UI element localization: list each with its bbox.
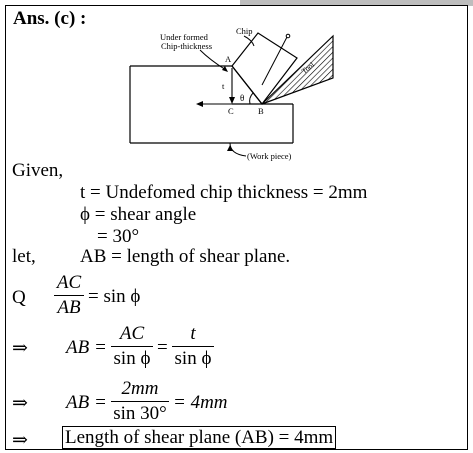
let-definition: AB = length of shear plane.	[80, 246, 291, 267]
step3-denominator: sin 30°	[113, 403, 167, 424]
implies-arrow-3: ⇒	[12, 430, 28, 451]
workpiece-leader	[230, 143, 246, 156]
label-chip-thickness: Chip-thickness	[161, 41, 212, 51]
step2-fraction-2	[172, 323, 214, 370]
label-point-c: C	[228, 106, 234, 116]
step2-denominator-2: sin ϕ	[174, 348, 212, 369]
step3-lhs: AB =	[66, 392, 107, 413]
theta-arc	[250, 93, 253, 104]
step2-denominator-1: sin ϕ	[113, 348, 151, 369]
answer-heading: Ans. (c) :	[13, 8, 87, 29]
step3-fraction	[111, 378, 169, 425]
let-keyword: let,	[12, 246, 36, 267]
step1-rhs: = sin ϕ	[88, 286, 141, 307]
given-line-1: t = Undefomed chip thickness = 2mm	[80, 182, 368, 203]
implies-arrow-2: ⇒	[12, 393, 28, 414]
step3-numerator: 2mm	[121, 378, 159, 399]
chip-direction-dot	[286, 34, 290, 38]
step2-numerator-1: AC	[119, 323, 145, 344]
label-tool: Tool	[299, 60, 316, 76]
label-chip: Chip	[236, 26, 253, 36]
step1-fraction	[54, 272, 84, 319]
label-symbol-t: t	[222, 81, 225, 91]
given-title: Given,	[12, 160, 64, 181]
step1-numerator: AC	[56, 272, 82, 293]
since-symbol: Q	[12, 287, 26, 308]
under-formed-leader	[200, 50, 226, 70]
label-symbol-theta: θ	[240, 93, 245, 103]
step2-lhs: AB =	[66, 337, 107, 358]
label-under-formed: Under formed	[160, 32, 208, 42]
label-workpiece: (Work piece)	[247, 151, 292, 161]
step2-equals: =	[157, 337, 168, 358]
implies-arrow-1: ⇒	[12, 338, 28, 359]
step3-rhs: = 4mm	[173, 392, 228, 413]
step2-fraction-1	[111, 323, 153, 370]
given-line-2: ϕ = shear angle	[80, 204, 197, 225]
given-line-3: = 30°	[97, 226, 140, 247]
final-answer-box: Length of shear plane (AB) = 4mm	[62, 426, 336, 449]
step2-numerator-2: t	[190, 323, 196, 344]
cutting-diagram	[0, 0, 473, 170]
label-point-b: B	[258, 106, 264, 116]
step1-denominator: AB	[57, 297, 81, 318]
label-point-a: A	[225, 54, 232, 64]
